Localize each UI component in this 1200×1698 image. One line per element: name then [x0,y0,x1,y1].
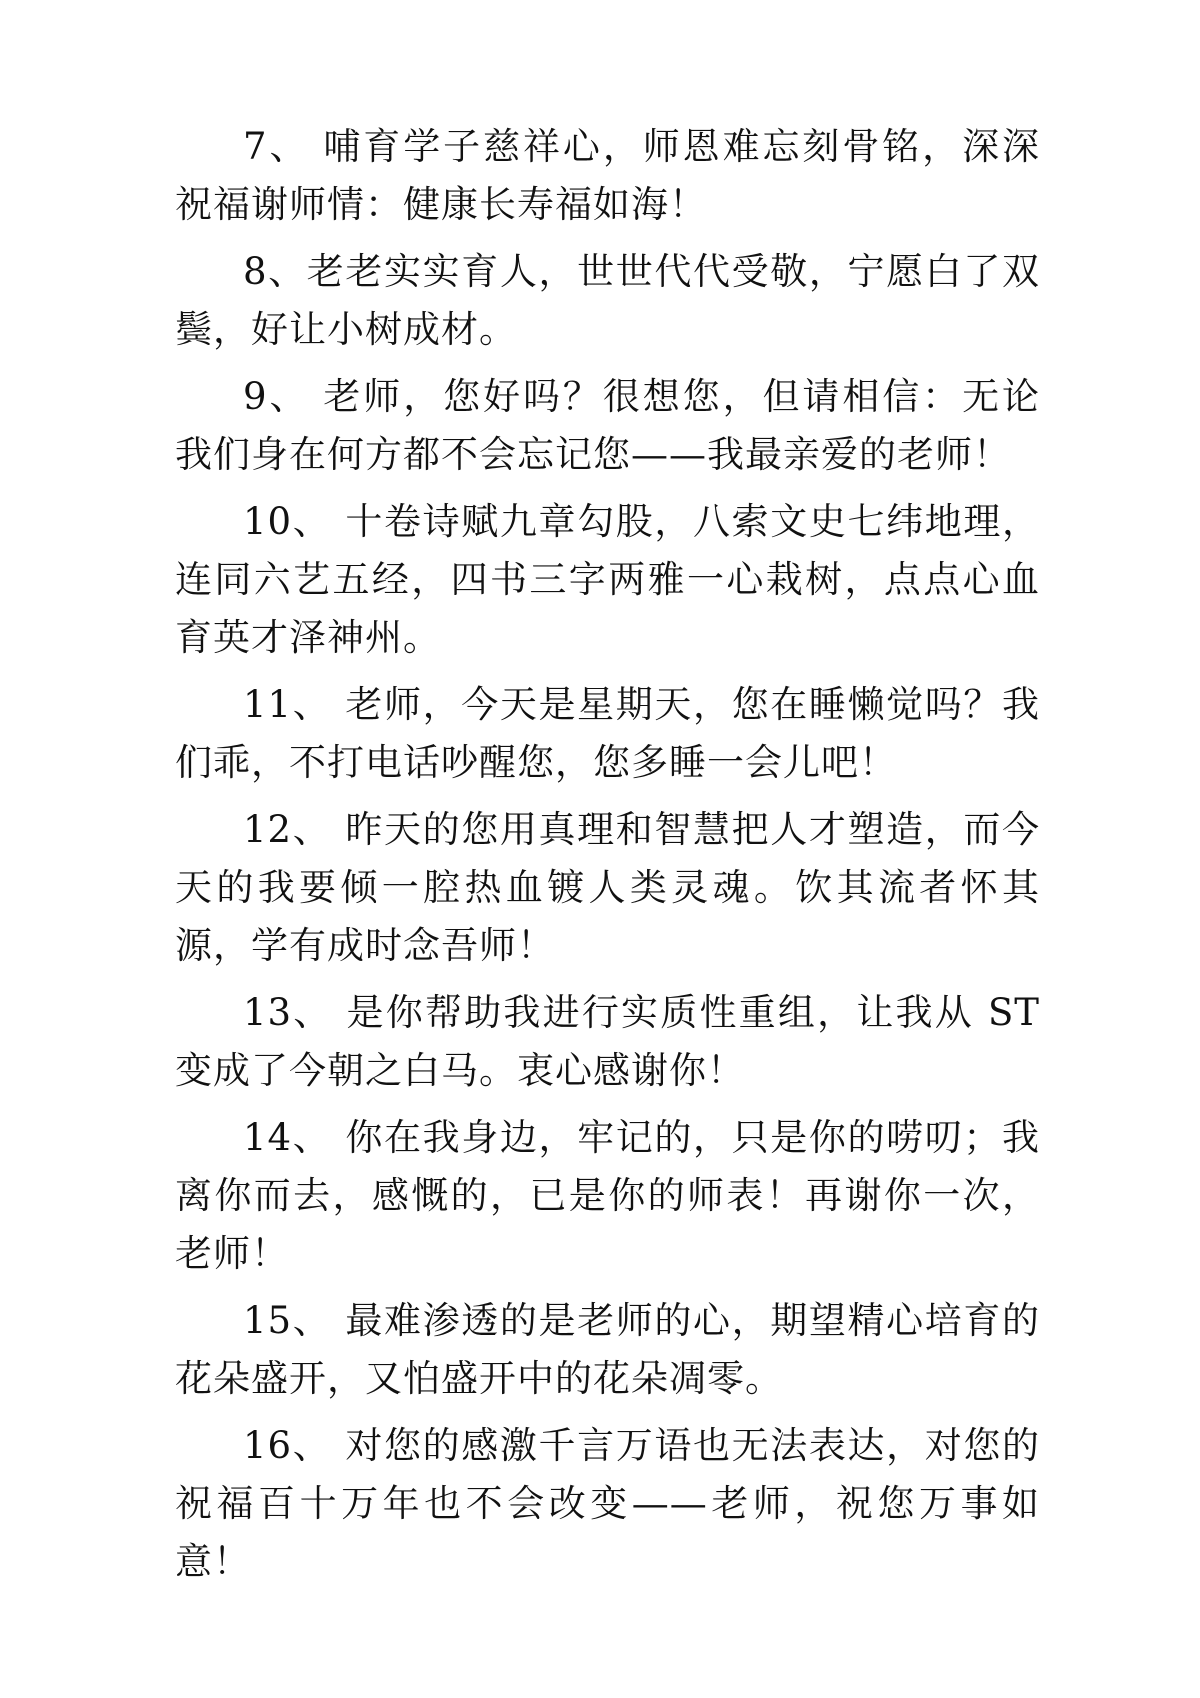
paragraph-10 [175,493,1040,667]
item-text: 昨天的您用真理和智慧把人才塑造，而今天的我要倾一腔热血镀人类灵魂。饮其流者怀其源，学有成时念吾师！ [175,808,1040,967]
item-number: 10、 [243,500,332,543]
item-text: 老老实实育人，世世代代受敬，宁愿白了双鬓，好让小树成材。 [175,250,1041,351]
paragraph-14 [175,1109,1040,1283]
item-number: 14、 [243,1116,332,1159]
paragraph-7 [175,118,1040,234]
item-number: 9、 [243,375,310,418]
item-text: 老师，今天是星期天，您在睡懒觉吗？我们乖，不打电话吵醒您，您多睡一会儿吧！ [175,683,1040,784]
paragraph-13 [175,984,1040,1100]
paragraph-11 [175,676,1040,792]
item-number: 7、 [243,125,310,168]
paragraph-8 [175,243,1040,359]
item-number: 16、 [243,1424,332,1467]
item-text: 最难渗透的是老师的心，期望精心培育的花朵盛开，又怕盛开中的花朵凋零。 [175,1299,1040,1400]
item-number: 12、 [243,808,332,851]
item-text: 十卷诗赋九章勾股，八索文史七纬地理，连同六艺五经，四书三字两雅一心栽树，点点心血育英才泽神州。 [175,500,1040,659]
paragraph-16 [175,1417,1040,1591]
item-text: 对您的感激千言万语也无法表达，对您的祝福百十万年也不会改变——老师，祝您万事如意！ [175,1424,1040,1583]
paragraph-15 [175,1292,1040,1408]
item-number: 8、 [243,250,307,293]
paragraph-9 [175,368,1040,484]
item-number: 11、 [243,683,332,726]
item-number: 13、 [243,991,333,1034]
item-text: 你在我身边，牢记的，只是你的唠叨；我离你而去，感慨的，已是你的师表！再谢你一次，老师！ [175,1116,1040,1275]
item-text: 是你帮助我进行实质性重组，让我从 ST 变成了今朝之白马。衷心感谢你！ [175,991,1040,1092]
paragraph-12 [175,801,1040,975]
item-number: 15、 [243,1299,332,1342]
item-text: 老师，您好吗？很想您，但请相信：无论我们身在何方都不会忘记您——我最亲爱的老师！ [175,375,1041,476]
item-text: 哺育学子慈祥心，师恩难忘刻骨铭，深深祝福谢师情：健康长寿福如海！ [175,125,1041,226]
document-body [175,118,1040,1600]
